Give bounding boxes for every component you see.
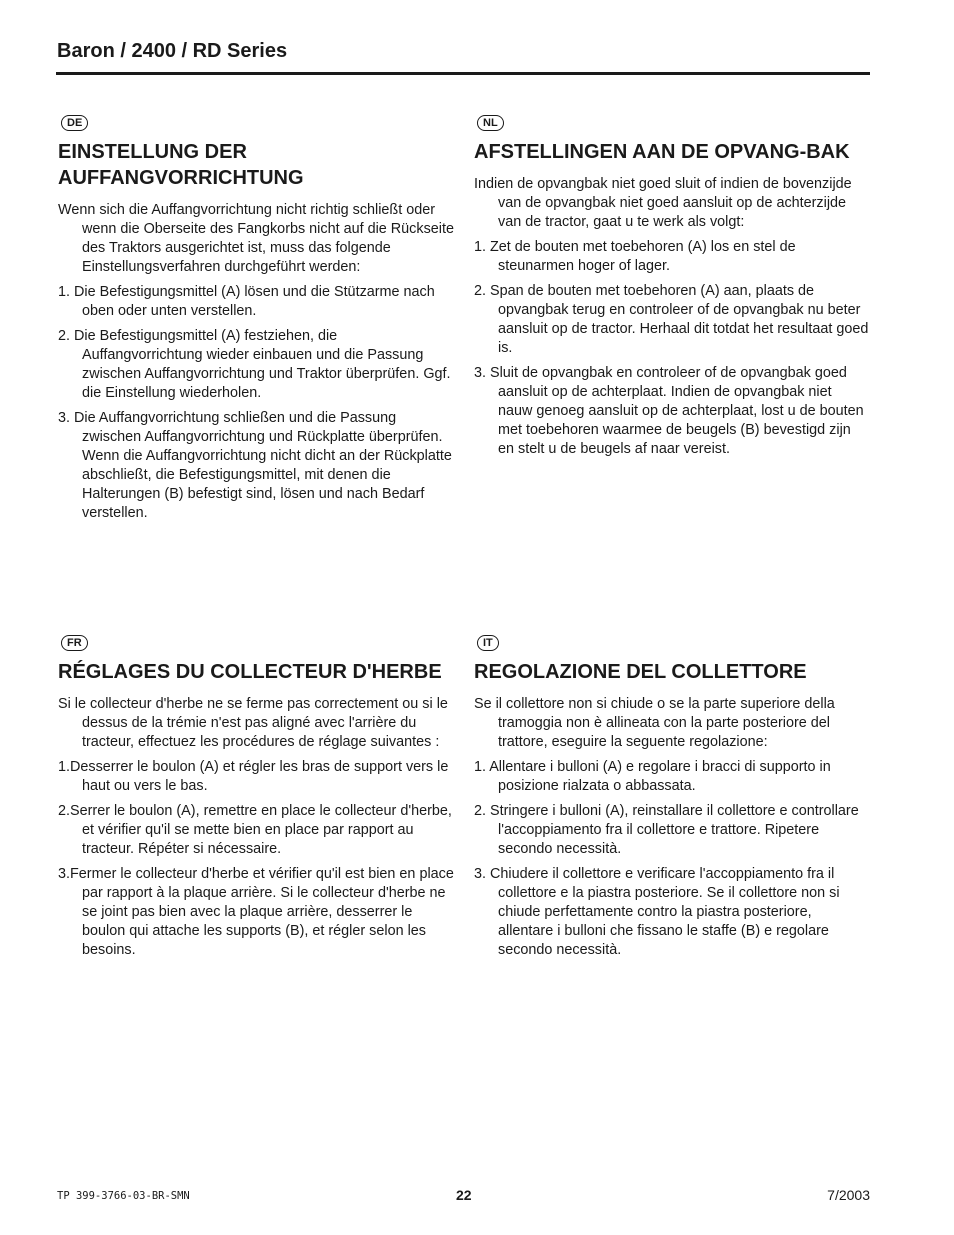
section-nl xyxy=(474,113,870,465)
step-fr-3: 3.Fermer le collecteur d'herbe et vérifier qu'il est bien en place par rapport à la plaque arrière. Si le collecteur d'herbe ne se joint pas bien avec la plaque arrière, desserrer le boulon qui attache les supports (B), et régler selon les besoins. xyxy=(58,866,454,958)
step-nl-3: 3. Sluit de opvangbak en controleer of de opvangbak goed aansluit op de achterplaat. Indien de opvangbak niet nauw genoeg aansluit op de achterplaat, lost u de bouten met toebehoren waarmee de beugels (B) bevestigd zijn en stelt u de beugels af naar vereist. xyxy=(474,365,864,457)
section-intro-it: Se il collettore non si chiude o se la parte superiore della tramoggia non è allineata con la parte posteriore del trattore, eseguire la seguente regolazione: xyxy=(474,696,835,750)
step-nl-2: 2. Span de bouten met toebehoren (A) aan, plaats de opvangbak terug en controleer of de opvangbak nu beter aansluit op de tractor. Herhaal dit totdat het resultaat goed is. xyxy=(474,283,869,356)
section-title-fr: RÉGLAGES DU COLLECTEUR D'HERBE xyxy=(58,661,442,683)
section-intro-fr: Si le collecteur d'herbe ne se ferme pas correctement ou si le dessus de la trémie n'est pas aligné avec l'arrière du tracteur, effectuez les procédures de réglage suivantes : xyxy=(58,696,448,750)
section-title-nl: AFSTELLINGEN AAN DE OPVANG-BAK xyxy=(474,141,850,163)
step-fr-2: 2.Serrer le boulon (A), remettre en place le collecteur d'herbe, et vérifier qu'il se mette bien en place par rapport au tracteur. Répéter si nécessaire. xyxy=(58,803,452,857)
step-de-1: 1. Die Befestigungsmittel (A) lösen und die Stützarme nach oben oder unten verstellen. xyxy=(58,284,435,319)
section-title-de: EINSTELLUNG DER AUFFANGVORRICHTUNG xyxy=(58,141,304,189)
step-de-2: 2. Die Befestigungsmittel (A) festziehen, die Auffangvorrichtung wieder einbauen und die Passung zwischen Auffangvorrichtung und Traktor überprüfen. Ggf. die Einstellung wiederholen. xyxy=(58,328,451,401)
section-de xyxy=(58,113,454,529)
step-it-2: 2. Stringere i bulloni (A), reinstallare il collettore e controllare l'accoppiamento fra il collettore e trattore. Ripetere secondo necessità. xyxy=(474,803,859,857)
section-title-it: REGOLAZIONE DEL COLLETTORE xyxy=(474,661,807,683)
page-header-title: Baron / 2400 / RD Series xyxy=(57,40,288,62)
section-intro-nl: Indien de opvangbak niet goed sluit of indien de bovenzijde van de opvangbak niet goed aansluit op de achterzijde van de tractor, gaat u te werk als volgt: xyxy=(474,176,852,230)
step-nl-1: 1. Zet de bouten met toebehoren (A) los en stel de steunarmen hoger of lager. xyxy=(474,239,796,274)
language-badge-it: IT xyxy=(477,635,499,651)
section-intro-de: Wenn sich die Auffangvorrichtung nicht richtig schließt oder wenn die Oberseite des Fangkorbs nicht auf die Rückseite des Traktors ausgerichtet ist, muss das folgende Einstellungsverfahren durchgeführt werden: xyxy=(58,202,454,275)
header-rule xyxy=(56,72,870,75)
language-badge-fr: FR xyxy=(61,635,88,651)
footer-date: 7/2003 xyxy=(827,1187,870,1203)
footer-doc-code: TP 399-3766-03-BR-SMN xyxy=(57,1190,190,1202)
step-it-1: 1. Allentare i bulloni (A) e regolare i bracci di supporto in posizione rialzata o abbassata. xyxy=(474,759,831,794)
step-fr-1: 1.Desserrer le boulon (A) et régler les bras de support vers le haut ou vers le bas. xyxy=(58,759,449,794)
language-badge-nl: NL xyxy=(477,115,504,131)
step-de-3: 3. Die Auffangvorrichtung schließen und die Passung zwischen Auffangvorrichtung und Rückplatte überprüfen. Wenn die Auffangvorrichtung nicht dicht an der Rückplatte abschließt, die Befestigungsmittel, mit denen die Halterungen (B) befestigt sind, lösen und nach Bedarf verstellen. xyxy=(58,410,452,521)
step-it-3: 3. Chiudere il collettore e verificare l'accoppiamento fra il collettore e la piastra posteriore. Se il collettore non si chiude perfettamente contro la piastra posteriore, allentare i bulloni che fissano le staffe (B) e regolare secondo necessità. xyxy=(474,866,840,958)
section-it xyxy=(474,633,870,966)
language-badge-de: DE xyxy=(61,115,88,131)
section-fr xyxy=(58,633,454,966)
footer-page-number: 22 xyxy=(456,1187,472,1203)
